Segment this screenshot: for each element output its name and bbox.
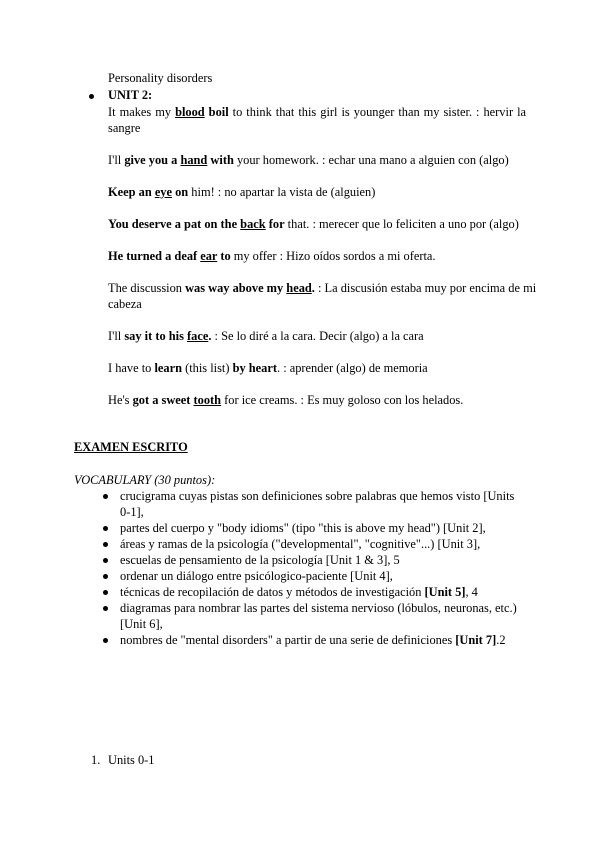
numbered-item: Units 0-1 [108, 753, 155, 767]
idiom-line: I'll say it to his face. : Se lo diré a la cara. Decir (algo) a la cara [108, 329, 424, 343]
vocab-item: diagramas para nombrar las partes del sistema nervioso (lóbulos, neuronas, etc.) [120, 601, 517, 615]
bullet-icon [103, 526, 108, 531]
bullet-icon [103, 574, 108, 579]
bullet-icon [103, 590, 108, 595]
idiom-line: The discussion was way above my head. : La discusión estaba muy por encima de mi [108, 281, 537, 295]
vocab-item: ordenar un diálogo entre psicólogico-paciente [Unit 4], [120, 569, 393, 583]
bullet-icon [103, 606, 108, 611]
bullet-icon [103, 494, 108, 499]
idiom-line-continued: cabeza [108, 297, 142, 311]
unit2-label: UNIT 2: [108, 88, 153, 102]
vocab-item: técnicas de recopilación de datos y métodos de investigación [Unit 5], 4 [120, 585, 478, 599]
vocab-item: crucigrama cuyas pistas son definiciones sobre palabras que hemos visto [Units [120, 489, 515, 503]
vocab-item-continued: 0-1], [120, 505, 144, 519]
idiom-line-continued: sangre [108, 121, 141, 135]
vocab-item: partes del cuerpo y "body idioms" (tipo "this is above my head") [Unit 2], [120, 521, 486, 535]
vocab-item: escuelas de pensamiento de la psicología [Unit 1 & 3], 5 [120, 553, 400, 567]
bullet-icon [103, 542, 108, 547]
vocab-item: nombres de "mental disorders" a partir de una serie de definiciones [Unit 7].2 [120, 633, 506, 647]
bullet-icon [103, 558, 108, 563]
vocab-item: áreas y ramas de la psicología ("developmental", "cognitive"...) [Unit 3], [120, 537, 481, 551]
bullet-icon [103, 638, 108, 643]
idiom-line: It makes my blood boil to think that this girl is younger than my sister. : hervir la [108, 105, 527, 119]
idiom-line: I'll give you a hand with your homework. : echar una mano a alguien con (algo) [108, 153, 509, 167]
list-number: 1. [91, 753, 101, 767]
text-personality-disorders: Personality disorders [108, 71, 213, 85]
idiom-line: You deserve a pat on the back for that. : merecer que lo feliciten a uno por (algo) [108, 217, 519, 231]
bullet-icon [89, 94, 94, 99]
idiom-line: I have to learn (this list) by heart. : aprender (algo) de memoria [108, 361, 428, 375]
idiom-line: He's got a sweet tooth for ice creams. : Es muy goloso con los helados. [108, 393, 464, 407]
vocabulary-heading: VOCABULARY (30 puntos): [74, 473, 216, 487]
exam-heading: EXAMEN ESCRITO [74, 440, 188, 454]
vocab-item-continued: [Unit 6], [120, 617, 163, 631]
idiom-line: Keep an eye on him! : no apartar la vista de (alguien) [108, 185, 376, 199]
idiom-line: He turned a deaf ear to my offer : Hizo oídos sordos a mi oferta. [108, 249, 436, 263]
